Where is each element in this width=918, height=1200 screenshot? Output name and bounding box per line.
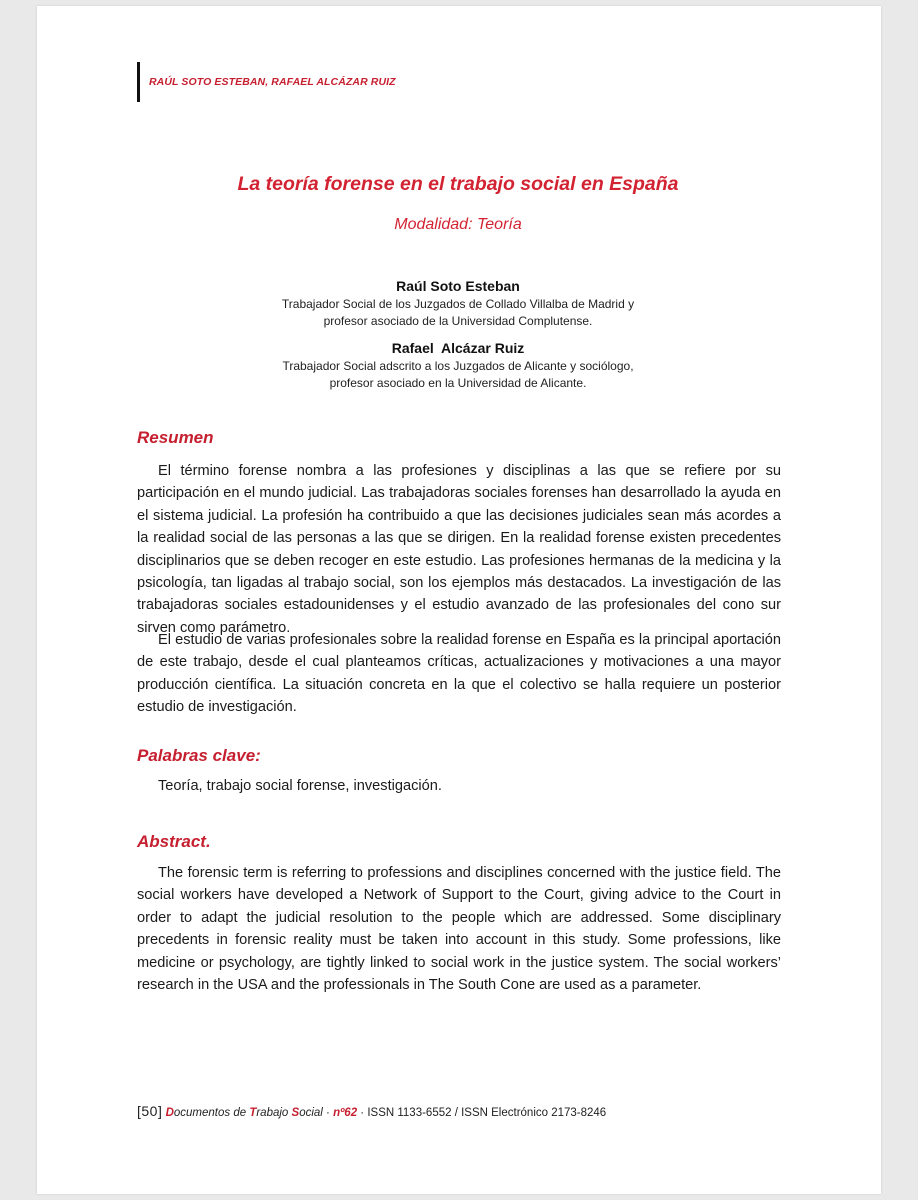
footer-separator: · bbox=[322, 1107, 334, 1119]
keywords-heading: Palabras clave: bbox=[137, 746, 261, 765]
author-name: Rafael Alcázar Ruiz bbox=[391, 340, 525, 356]
running-header bbox=[137, 62, 396, 102]
page-footer bbox=[137, 1103, 606, 1119]
issn-text: · ISSN 1133-6552 / ISSN Electrónico 2173-8246 bbox=[357, 1107, 607, 1119]
journal-initial-t: T bbox=[249, 1107, 257, 1119]
journal-name-part: rabajo bbox=[256, 1107, 292, 1119]
author-affiliation: profesor asociado en la Universidad de Alicante. bbox=[329, 376, 587, 390]
abstract-heading: Abstract. bbox=[137, 832, 211, 851]
author-name: Raúl Soto Esteban bbox=[396, 278, 520, 294]
author-affiliation: Trabajador Social de los Juzgados de Collado Villalba de Madrid y bbox=[281, 297, 635, 311]
journal-initial-s: S bbox=[291, 1107, 300, 1119]
author-affiliation: profesor asociado de la Universidad Complutense. bbox=[323, 314, 593, 328]
page-number: [50] bbox=[137, 1103, 163, 1119]
issue-number: nº62 bbox=[333, 1107, 358, 1119]
abstract-paragraph: The forensic term is referring to professions and disciplines concerned with the justice field. The social workers have developed a Network of Support to the Court, giving advice to the Court in order to adapt the judicial resolution to the people which are addressed. Some disciplinary precedents in forensic reality must be taken into account in this study. Some professions, like medicine or psychology, are tightly linked to social work in the justice system. The social workers’ research in the USA and the professionals in The South Cone are used as a parameter. bbox=[137, 865, 781, 994]
journal-name-part: ocial bbox=[299, 1107, 323, 1119]
resumen-paragraph-2: El estudio de varias profesionales sobre la realidad forense en España es la principal aportación de este trabajo, desde el cual planteamos críticas, actualizaciones y motivaciones a una mayor producción científica. La situación concreta en la que el colectivo se halla requiere un posterior estudio de investigación. bbox=[137, 632, 781, 716]
author-block bbox=[137, 338, 779, 392]
article-title: La teoría forense en el trabajo social en España bbox=[237, 173, 679, 195]
journal-initial-d: D bbox=[165, 1107, 174, 1119]
resumen-paragraph-1: El término forense nombra a las profesiones y disciplinas a las que se refiere por su participación en el mundo judicial. Las trabajadoras sociales forenses han desarrollado la ayuda en el sistema judicial. La profesión ha contribuido a que las decisiones judiciales sean más acordes a la realidad social de las personas a las que se dirigen. En la realidad forense existen precedentes disciplinarios que se deben recoger en este estudio. Las profesiones hermanas de la medicina y la psicología, tan ligadas al trabajo social, son los ejemplos más destacados. La investigación de las trabajadoras sociales estadounidenses y el estudio avanzado de las profesionales del cono sur sirven como parámetro. bbox=[137, 463, 781, 636]
article-modality: Modalidad: Teoría bbox=[394, 216, 522, 233]
keywords-text: Teoría, trabajo social forense, investigación. bbox=[158, 778, 442, 794]
journal-name-part: ocumentos de bbox=[173, 1107, 250, 1119]
document-page bbox=[37, 6, 881, 1194]
resumen-heading: Resumen bbox=[137, 428, 214, 447]
running-header-authors: RAÚL SOTO ESTEBAN, RAFAEL ALCÁZAR RUIZ bbox=[149, 76, 396, 88]
author-block bbox=[137, 276, 779, 330]
author-affiliation: Trabajador Social adscrito a los Juzgados de Alicante y sociólogo, bbox=[282, 359, 634, 373]
